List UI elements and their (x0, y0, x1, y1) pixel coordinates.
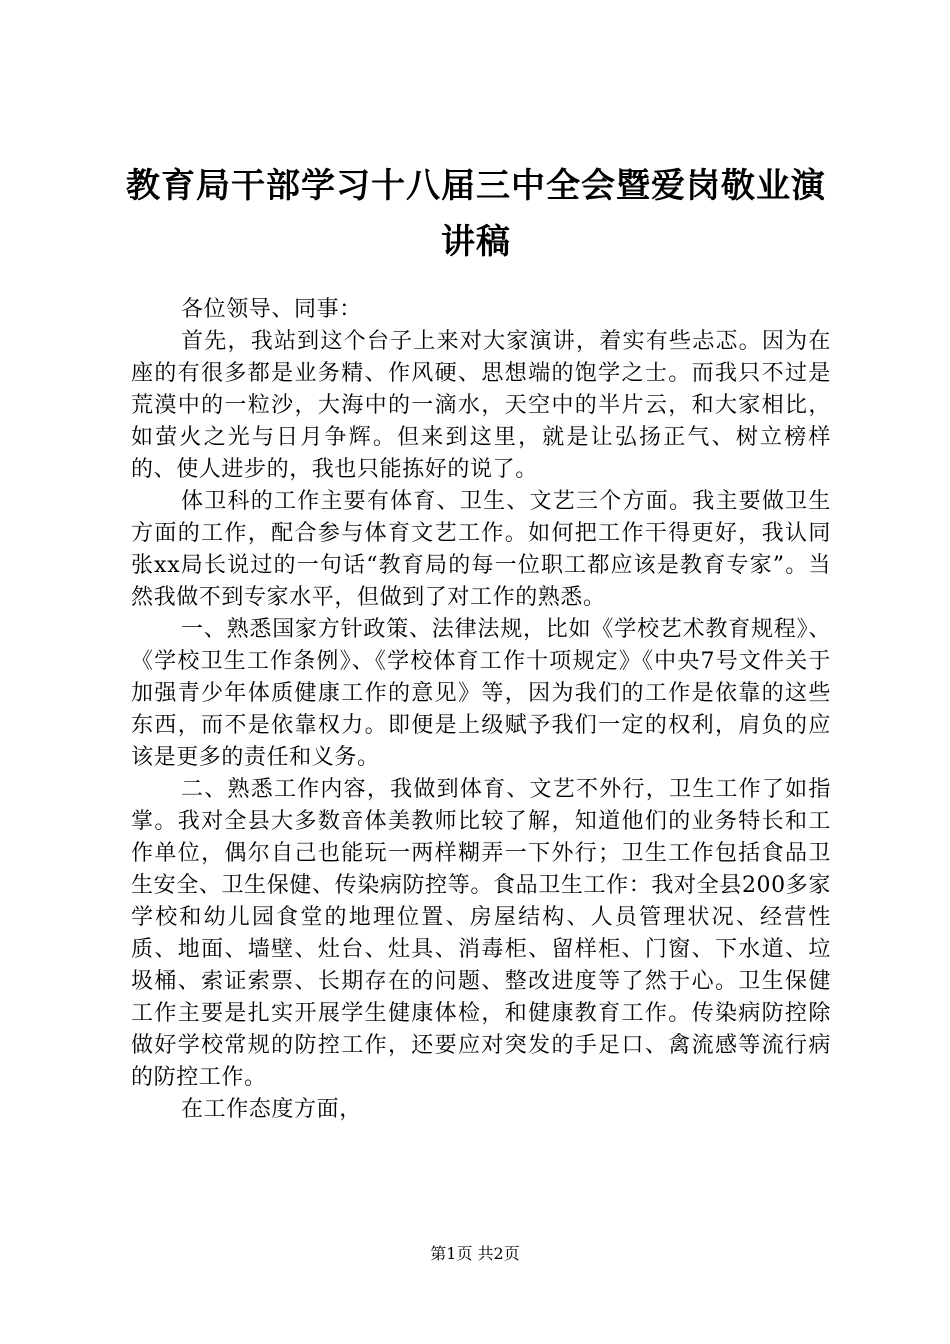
salutation-paragraph: 各位领导、同事： (181, 297, 362, 322)
body-paragraph: 在工作态度方面， (181, 1097, 362, 1122)
document-body (131, 294, 831, 1126)
body-paragraph: 一、熟悉国家方针政策、法律法规，比如《学校艺术教育规程》、《学校卫生工作条例》、《学校体育工作十项规定》《中央7号文件关于加强青少年体质健康工作的意见》等，因为我们的工作是依靠的这些东西，而不是依靠权力。即便是上级赋予我们一定的权利，肩负的应该是更多的责任和义务。 (131, 617, 831, 770)
page-number-footer: 第1页 共2页 (430, 1244, 520, 1263)
body-paragraph: 二、熟悉工作内容，我做到体育、文艺不外行，卫生工作了如指掌。我对全县大多数音体美教师比较了解，知道他们的业务特长和工作单位，偶尔自己也能玩一两样糊弄一下外行；卫生工作包括食品卫生安全、卫生保健、传染病防控等。食品卫生工作：我对全县200多家学校和幼儿园食堂的地理位置、房屋结构、人员管理状况、经营性质、地面、墙壁、灶台、灶具、消毒柜、留样柜、门窗、下水道、垃圾桶、索证索票、长期存在的问题、整改进度等了然于心。卫生保健工作主要是扎实开展学生健康体检，和健康教育工作。传染病防控除做好学校常规的防控工作，还要应对突发的手足口、禽流感等流行病的防控工作。 (131, 777, 831, 1090)
body-paragraph: 体卫科的工作主要有体育、卫生、文艺三个方面。我主要做卫生方面的工作，配合参与体育文艺工作。如何把工作干得更好，我认同张xx局长说过的一句话“教育局的每一位职工都应该是教育专家”。当然我做不到专家水平，但做到了对工作的熟悉。 (131, 489, 831, 610)
body-paragraph: 首先，我站到这个台子上来对大家演讲，着实有些忐忑。因为在座的有很多都是业务精、作风硬、思想端的饱学之士。而我只不过是荒漠中的一粒沙，大海中的一滴水，天空中的半片云，和大家相比，如萤火之光与日月争辉。但来到这里，就是让弘扬正气、树立榜样的、使人进步的，我也只能拣好的说了。 (131, 329, 831, 482)
document-title: 教育局干部学习十八届三中全会暨爱岗敬业演讲稿 (126, 166, 826, 262)
